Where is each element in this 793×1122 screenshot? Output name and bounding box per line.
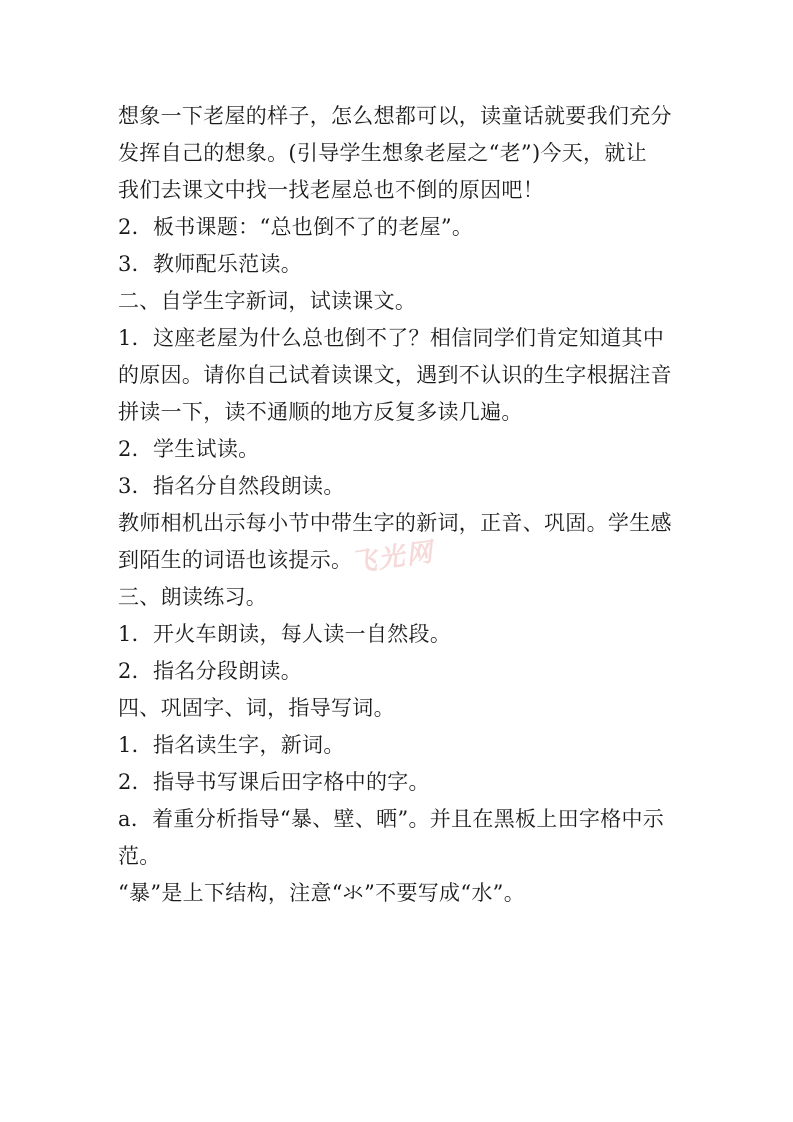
text-line: 范。 xyxy=(118,844,161,868)
text-line: 我们去课文中找一找老屋总也不倒的原因吧！ xyxy=(118,178,544,202)
text-line: 3．教师配乐范读。 xyxy=(118,252,303,276)
text-line: 到陌生的词语也该提示。 xyxy=(118,548,353,572)
text-line: 1．这座老屋为什么总也倒不了？相信同学们肯定知道其中 xyxy=(118,326,665,350)
section-heading: 三、朗读练习。 xyxy=(118,585,268,609)
text-line: 教师相机出示每小节中带生字的新词，正音、巩固。学生感 xyxy=(118,511,672,535)
watermark-logo: 飞光网 xyxy=(348,537,437,579)
text-line: “暴”是上下结构，注意“氺”不要写成“水”。 xyxy=(118,881,526,905)
section-heading: 二、自学生字新词，试读课文。 xyxy=(118,289,417,313)
section-heading: 四、巩固字、词，指导写词。 xyxy=(118,696,395,720)
text-line: 3．指名分自然段朗读。 xyxy=(118,474,345,498)
text-line: 发挥自己的想象。(引导学生想象老屋之“老”)今天，就让 xyxy=(118,141,647,165)
text-line: 2．指名分段朗读。 xyxy=(118,659,303,683)
text-line: a．着重分析指导“暴、壁、晒”。并且在黑板上田字格中示 xyxy=(118,807,665,831)
text-line: 1．指名读生字，新词。 xyxy=(118,733,345,757)
text-line: 1．开火车朗读，每人读一自然段。 xyxy=(118,622,452,646)
text-line: 的原因。请你自己试着读课文，遇到不认识的生字根据注音 xyxy=(118,363,672,387)
text-line: 2．学生试读。 xyxy=(118,437,260,461)
text-line: 2．指导书写课后田字格中的字。 xyxy=(118,770,430,794)
text-line: 想象一下老屋的样子，怎么想都可以，读童话就要我们充分 xyxy=(118,104,672,128)
text-line: 2．板书课题：“总也倒不了的老屋”。 xyxy=(118,215,474,239)
text-line: 拼读一下，读不通顺的地方反复多读几遍。 xyxy=(118,400,523,424)
document-body xyxy=(118,98,678,912)
